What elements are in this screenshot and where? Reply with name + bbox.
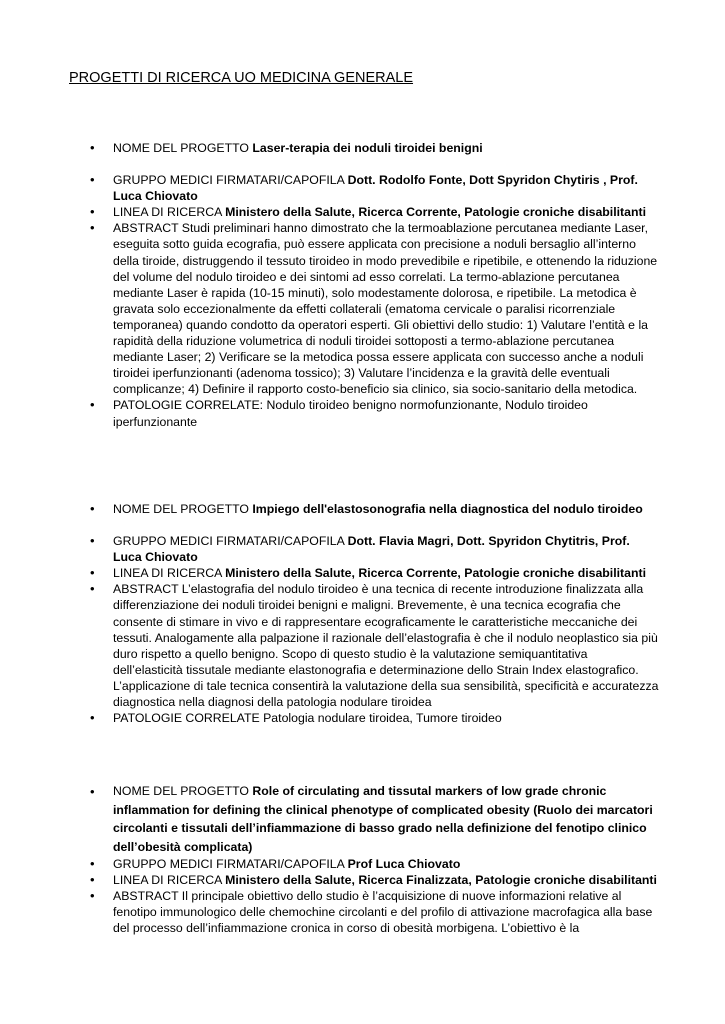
project-group-item (90, 172, 660, 204)
project-abstract-label: ABSTRACT (113, 582, 179, 597)
page-title: PROGETTI DI RICERCA UO MEDICINA GENERALE (69, 70, 414, 86)
project-abstract-item (90, 888, 660, 936)
project-name-value: Impiego dell'elastosonografia nella diagnostica del nodulo tiroideo (252, 502, 643, 516)
project-line-item (90, 204, 660, 220)
project-group-item (90, 856, 660, 872)
project-line-label: LINEA DI RICERCA (113, 566, 222, 581)
project-abstract-item (90, 581, 660, 710)
project-name-label: NOME DEL PROGETTO (113, 784, 249, 798)
project-group-label: GRUPPO MEDICI FIRMATARI/CAPOFILA (113, 534, 345, 549)
project-line-value: Ministero della Salute, Ricerca Corrente, Patologie croniche disabilitanti (225, 566, 647, 581)
project-group-item (90, 533, 660, 565)
project-pathology-label: PATOLOGIE CORRELATE (113, 711, 260, 726)
project-3 (90, 782, 660, 936)
project-name-item (90, 501, 660, 517)
project-line-label: LINEA DI RICERCA (113, 873, 222, 888)
project-group-label: GRUPPO MEDICI FIRMATARI/CAPOFILA (113, 173, 345, 188)
project-group-value: Dott. Flavia Magri, Dott. Spyridon Chytitris, Prof. Luca Chiovato (113, 534, 630, 565)
project-name-value: Role of circulating and tissutal markers of low grade chronic inflammation for defining the clinical phenotype of complicated obesity (Ruolo dei marcatori circolanti e tissutali dell’infiammazione di basso grado nella definizione del fenotipo clinico dell’obesità complicata) (113, 784, 653, 854)
project-pathology-item (90, 710, 660, 726)
project-abstract-text: Studi preliminari hanno dimostrato che la termoablazione percutanea mediante Laser, eseguita sotto guida ecografia, può essere applicata con precisione a noduli bersaglio all’interno della tiroide, distruggendo il tessuto tiroideo in modo prevedibile e ripetibile, e ottenendo la riduzione del volume del nodulo tiroideo e dei sintomi ad esso correlati. La termo-ablazione percutanea mediante Laser è rapida (10-15 minuti), solo modestamente dolorosa, e ripetibile. La metodica è gravata solo eccezionalmente da effetti collaterali (ematoma cervicale o paralisi ricorrenziale temporanea) quando condotto da operatori esperti. Gli obiettivi dello studio: 1) Valutare l’entità e la rapidità della riduzione volumetrica di noduli tiroidei sottoposti a termo-ablazione percutanea mediante Laser; 2) Verificare se la metodica possa essere applicata con successo anche a noduli tiroidei iperfunzionanti (adenoma tossico); 3) Valutare l’incidenza e la gravità delle eventuali complicanze; 4) Definire il rapporto costo-beneficio sia clinico, sia socio-sanitario della metodica. (113, 221, 658, 397)
project-line-label: LINEA DI RICERCA (113, 205, 222, 220)
project-abstract-text: Il principale obiettivo dello studio è l’acquisizione di nuove informazioni relative al fenotipo immunologico delle chemochine circolanti e del profilo di attivazione macrofagica alla base del processo dell’infiammazione cronica in corso di obesità morbigena. L’obiettivo è la (113, 889, 653, 936)
project-group-label: GRUPPO MEDICI FIRMATARI/CAPOFILA (113, 857, 345, 871)
project-line-item (90, 872, 660, 888)
project-name-value: Laser-terapia dei noduli tiroidei benigni (252, 141, 483, 155)
project-line-value: Ministero della Salute, Ricerca Corrente, Patologie croniche disabilitanti (225, 205, 647, 220)
project-1 (90, 140, 660, 430)
project-name-label: NOME DEL PROGETTO (113, 141, 249, 155)
project-abstract-label: ABSTRACT (113, 889, 179, 904)
project-pathology-item (90, 397, 660, 429)
project-group-value: Prof Luca Chiovato (347, 857, 461, 871)
project-pathology-text: Nodulo tiroideo benigno normofunzionante, Nodulo tiroideo iperfunzionante (113, 398, 588, 429)
project-line-item (90, 565, 660, 581)
project-group-value: Dott. Rodolfo Fonte, Dott Spyridon Chytiris , Prof. Luca Chiovato (113, 173, 638, 204)
project-abstract-label: ABSTRACT (113, 221, 179, 236)
project-line-value: Ministero della Salute, Ricerca Finalizzata, Patologie croniche disabilitanti (225, 873, 657, 888)
project-2 (90, 501, 660, 726)
project-name-item (90, 140, 660, 156)
project-name-item (90, 782, 660, 856)
project-abstract-item (90, 220, 660, 397)
project-name-label: NOME DEL PROGETTO (113, 502, 249, 516)
project-pathology-label: PATOLOGIE CORRELATE: (113, 398, 264, 413)
project-pathology-text: Patologia nodulare tiroidea, Tumore tiroideo (263, 711, 502, 726)
project-abstract-text: L’elastografia del nodulo tiroideo è una tecnica di recente introduzione finalizzata alla differenziazione dei noduli tiroidei benigni e maligni. Brevemente, è una tecnica ecografia che consente di stimare in vivo e di rappresentare ecograficamente le caratteristiche meccaniche dei tessuti. Analogamente alla palpazione il razionale dell’elastografia è che il nodulo neoplastico sia più duro rispetto a quello benigno. Scopo di questo studio è la valutazione semiquantitativa dell’elasticità tissutale mediante elastonografia e determinazione dello Strain Index elastografico. L’applicazione di tale tecnica consentirà la valutazione della sua sensibilità, specificità e accuratezza diagnostica nella diagnosi della patologia nodulare tiroidea (113, 582, 659, 710)
